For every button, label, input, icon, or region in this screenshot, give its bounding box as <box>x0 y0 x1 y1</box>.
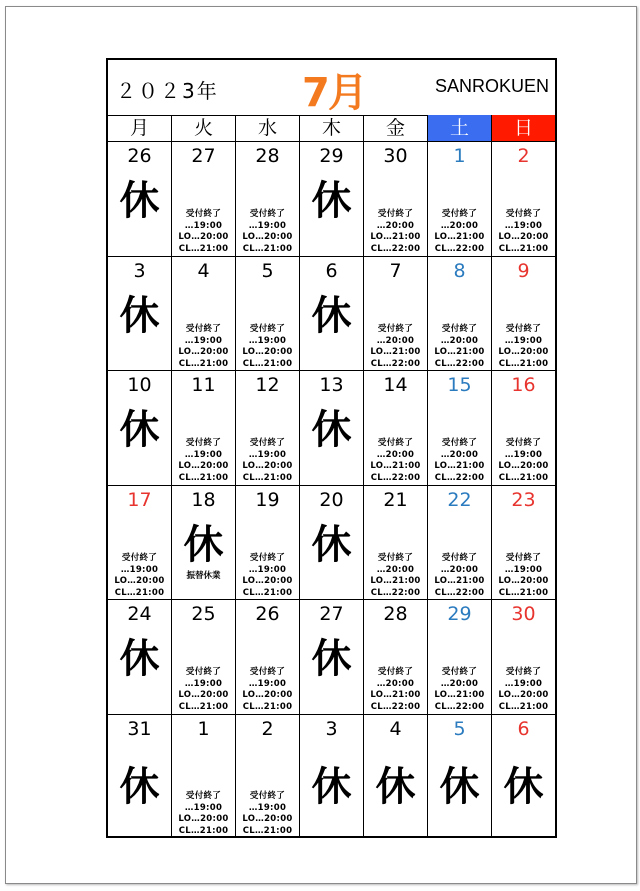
business-hours <box>364 209 427 255</box>
calendar-header <box>108 60 555 116</box>
day-cell <box>364 371 428 486</box>
day-number: 3 <box>325 718 338 740</box>
day-cell <box>364 715 428 836</box>
day-number: 26 <box>127 145 152 167</box>
business-hours <box>492 324 555 370</box>
day-number: 5 <box>261 260 274 282</box>
day-number: 23 <box>511 489 536 511</box>
hours-line: …19:00 <box>248 335 287 346</box>
hours-line: CL…21:00 <box>498 587 549 598</box>
day-cell <box>108 715 172 836</box>
hours-line: CL…21:00 <box>242 243 293 254</box>
hours-line: LO…20:00 <box>242 347 293 357</box>
business-hours <box>236 667 299 713</box>
weekday-header-row <box>108 115 555 142</box>
hours-line: 受付終了 <box>185 324 222 334</box>
business-hours <box>172 791 235 837</box>
hours-line: LO…21:00 <box>370 347 421 357</box>
day-number: 9 <box>517 260 530 282</box>
hours-line: LO…20:00 <box>498 576 549 586</box>
day-cell <box>172 142 236 257</box>
hours-line: CL…22:00 <box>370 587 421 598</box>
day-number: 17 <box>127 489 152 511</box>
business-hours <box>172 324 235 370</box>
hours-line: LO…21:00 <box>370 232 421 242</box>
hours-line: …19:00 <box>504 335 543 346</box>
hours-line: LO…21:00 <box>434 232 485 242</box>
day-number: 2 <box>517 145 530 167</box>
closed-mark: 休 <box>311 407 352 453</box>
hours-line: …19:00 <box>184 449 223 460</box>
hours-line: …19:00 <box>248 564 287 575</box>
day-cell <box>428 600 492 715</box>
day-number: 15 <box>447 374 472 396</box>
hours-line: 受付終了 <box>185 791 222 801</box>
business-hours <box>492 667 555 713</box>
hours-line: …19:00 <box>184 802 223 813</box>
day-cell <box>300 600 364 715</box>
business-hours <box>492 209 555 255</box>
calendar <box>106 58 557 838</box>
day-number: 12 <box>255 374 280 396</box>
hours-line: 受付終了 <box>377 324 414 334</box>
hours-line: 受付終了 <box>505 209 542 219</box>
day-cell <box>236 371 300 486</box>
day-number: 28 <box>383 603 408 625</box>
hours-line: CL…21:00 <box>242 587 293 598</box>
day-cell <box>108 371 172 486</box>
hours-line: …19:00 <box>120 564 159 575</box>
hours-line: …19:00 <box>504 564 543 575</box>
day-cell <box>364 600 428 715</box>
hours-line: 受付終了 <box>185 667 222 677</box>
day-number: 2 <box>261 718 274 740</box>
hours-line: LO…20:00 <box>242 576 293 586</box>
hours-line: CL…21:00 <box>498 243 549 254</box>
hours-line: 受付終了 <box>441 209 478 219</box>
hours-line: CL…21:00 <box>178 243 229 254</box>
year-label: ２０２3年 <box>116 79 219 103</box>
day-cell <box>364 257 428 371</box>
day-number: 6 <box>325 260 338 282</box>
hours-line: …19:00 <box>184 220 223 231</box>
business-hours <box>236 791 299 837</box>
closed-mark: 休 <box>119 178 160 224</box>
day-number: 27 <box>319 603 344 625</box>
hours-line: 受付終了 <box>185 209 222 219</box>
hours-line: LO…20:00 <box>178 690 229 700</box>
hours-line: 受付終了 <box>121 553 158 563</box>
closed-mark: 休 <box>311 636 352 682</box>
hours-line: …19:00 <box>184 678 223 689</box>
day-cell <box>108 600 172 715</box>
hours-line: LO…20:00 <box>498 347 549 357</box>
closed-mark: 休 <box>311 178 352 224</box>
hours-line: CL…21:00 <box>242 472 293 483</box>
hours-line: CL…22:00 <box>370 358 421 369</box>
hours-line: …20:00 <box>440 220 479 231</box>
day-cell <box>172 486 236 600</box>
hours-line: CL…21:00 <box>178 358 229 369</box>
day-number: 21 <box>383 489 408 511</box>
business-hours <box>492 553 555 599</box>
hours-line: …20:00 <box>376 220 415 231</box>
day-number: 19 <box>255 489 280 511</box>
hours-line: LO…21:00 <box>434 690 485 700</box>
hours-line: …20:00 <box>440 678 479 689</box>
hours-line: 受付終了 <box>249 791 286 801</box>
business-hours <box>428 667 491 713</box>
hours-line: 受付終了 <box>505 553 542 563</box>
day-cell <box>236 257 300 371</box>
hours-line: 受付終了 <box>377 438 414 448</box>
closed-mark: 休 <box>375 764 416 810</box>
hours-line: 受付終了 <box>185 438 222 448</box>
day-cell <box>236 715 300 836</box>
hours-line: CL…21:00 <box>178 472 229 483</box>
closed-mark: 休 <box>311 293 352 339</box>
day-cell <box>492 257 555 371</box>
business-hours <box>428 324 491 370</box>
day-cell <box>172 600 236 715</box>
hours-line: LO…21:00 <box>370 576 421 586</box>
hours-line: 受付終了 <box>249 324 286 334</box>
day-cell <box>108 142 172 257</box>
day-cell <box>236 486 300 600</box>
hours-line: LO…21:00 <box>434 347 485 357</box>
day-number: 20 <box>319 489 344 511</box>
day-cell <box>492 142 555 257</box>
hours-line: LO…20:00 <box>498 690 549 700</box>
hours-line: 受付終了 <box>249 553 286 563</box>
weekday-2: 火 <box>172 115 236 141</box>
day-cell <box>428 715 492 836</box>
day-cell <box>492 600 555 715</box>
hours-line: LO…21:00 <box>434 461 485 471</box>
weekday-1: 月 <box>108 115 172 141</box>
day-number: 3 <box>133 260 146 282</box>
day-number: 5 <box>453 718 466 740</box>
hours-line: LO…21:00 <box>370 690 421 700</box>
day-number: 29 <box>447 603 472 625</box>
hours-line: CL…21:00 <box>498 472 549 483</box>
hours-line: 受付終了 <box>441 438 478 448</box>
hours-line: LO…20:00 <box>242 814 293 824</box>
hours-line: LO…20:00 <box>498 232 549 242</box>
day-cell <box>172 257 236 371</box>
business-hours <box>428 553 491 599</box>
day-cell <box>172 715 236 836</box>
hours-line: LO…20:00 <box>242 690 293 700</box>
closed-mark: 休 <box>119 764 160 810</box>
hours-line: …20:00 <box>440 564 479 575</box>
hours-line: LO…20:00 <box>498 461 549 471</box>
hours-line: …19:00 <box>504 449 543 460</box>
weekday-4: 木 <box>300 115 364 141</box>
closed-mark: 休 <box>439 764 480 810</box>
day-number: 1 <box>453 145 466 167</box>
hours-line: …20:00 <box>376 335 415 346</box>
day-number: 13 <box>319 374 344 396</box>
hours-line: CL…21:00 <box>242 701 293 712</box>
day-number: 6 <box>517 718 530 740</box>
hours-line: LO…20:00 <box>242 232 293 242</box>
hours-line: …19:00 <box>504 678 543 689</box>
hours-line: …19:00 <box>248 449 287 460</box>
hours-line: CL…22:00 <box>434 358 485 369</box>
weekday-5: 金 <box>364 115 428 141</box>
business-hours <box>236 438 299 484</box>
page-sheet <box>5 6 637 884</box>
hours-line: LO…20:00 <box>178 232 229 242</box>
hours-line: LO…21:00 <box>434 576 485 586</box>
business-hours <box>236 553 299 599</box>
closed-mark: 休 <box>119 293 160 339</box>
hours-line: CL…21:00 <box>242 825 293 836</box>
business-hours <box>172 667 235 713</box>
closed-mark: 休 <box>311 764 352 810</box>
closed-mark: 休 <box>183 522 224 568</box>
hours-line: 受付終了 <box>249 438 286 448</box>
day-cell <box>236 142 300 257</box>
hours-line: …20:00 <box>440 335 479 346</box>
hours-line: CL…22:00 <box>434 587 485 598</box>
hours-line: CL…22:00 <box>370 243 421 254</box>
hours-line: …19:00 <box>248 802 287 813</box>
hours-line: 受付終了 <box>249 667 286 677</box>
hours-line: …20:00 <box>376 678 415 689</box>
day-cell <box>108 486 172 600</box>
business-hours <box>492 438 555 484</box>
hours-line: CL…22:00 <box>434 701 485 712</box>
day-number: 11 <box>191 374 216 396</box>
closed-mark: 休 <box>503 764 544 810</box>
day-number: 4 <box>389 718 402 740</box>
weekday-7: 日 <box>492 115 555 141</box>
hours-line: 受付終了 <box>441 553 478 563</box>
hours-line: LO…20:00 <box>242 461 293 471</box>
closed-mark: 休 <box>119 407 160 453</box>
day-cell <box>492 486 555 600</box>
business-hours <box>364 667 427 713</box>
day-number: 1 <box>197 718 210 740</box>
hours-line: …20:00 <box>376 564 415 575</box>
day-number: 16 <box>511 374 536 396</box>
business-hours <box>364 553 427 599</box>
hours-line: 受付終了 <box>377 553 414 563</box>
hours-line: 受付終了 <box>505 438 542 448</box>
hours-line: LO…20:00 <box>178 814 229 824</box>
hours-line: CL…21:00 <box>178 701 229 712</box>
day-number: 25 <box>191 603 216 625</box>
day-cell <box>428 142 492 257</box>
hours-line: CL…21:00 <box>114 587 165 598</box>
hours-line: CL…22:00 <box>434 472 485 483</box>
day-cell <box>492 371 555 486</box>
business-hours <box>236 209 299 255</box>
business-hours <box>428 209 491 255</box>
hours-line: LO…20:00 <box>178 347 229 357</box>
day-number: 4 <box>197 260 210 282</box>
hours-line: LO…20:00 <box>178 461 229 471</box>
day-cell <box>364 486 428 600</box>
hours-line: CL…21:00 <box>498 358 549 369</box>
hours-line: 受付終了 <box>377 667 414 677</box>
closed-mark: 休 <box>311 522 352 568</box>
day-cell <box>428 257 492 371</box>
day-cell <box>300 257 364 371</box>
day-cell <box>428 486 492 600</box>
business-hours <box>108 553 171 599</box>
month-label: 7月 <box>302 70 366 116</box>
day-number: 22 <box>447 489 472 511</box>
day-number: 7 <box>389 260 402 282</box>
hours-line: 受付終了 <box>377 209 414 219</box>
weekday-6: 土 <box>428 115 492 141</box>
day-cell <box>492 715 555 836</box>
hours-line: …19:00 <box>184 335 223 346</box>
day-number: 28 <box>255 145 280 167</box>
day-cell <box>108 257 172 371</box>
hours-line: CL…22:00 <box>434 243 485 254</box>
hours-line: …19:00 <box>248 220 287 231</box>
day-number: 10 <box>127 374 152 396</box>
business-hours <box>172 438 235 484</box>
day-number: 24 <box>127 603 152 625</box>
business-hours <box>236 324 299 370</box>
hours-line: CL…21:00 <box>242 358 293 369</box>
closed-mark: 休 <box>119 636 160 682</box>
business-hours <box>364 438 427 484</box>
hours-line: 受付終了 <box>505 324 542 334</box>
day-cell <box>300 142 364 257</box>
day-number: 26 <box>255 603 280 625</box>
hours-line: 受付終了 <box>505 667 542 677</box>
day-number: 27 <box>191 145 216 167</box>
business-hours <box>428 438 491 484</box>
day-number: 31 <box>127 718 152 740</box>
hours-line: CL…22:00 <box>370 701 421 712</box>
day-number: 14 <box>383 374 408 396</box>
business-hours <box>364 324 427 370</box>
hours-line: 受付終了 <box>441 324 478 334</box>
hours-line: CL…22:00 <box>370 472 421 483</box>
day-number: 30 <box>511 603 536 625</box>
weekday-3: 水 <box>236 115 300 141</box>
brand-label: SANROKUEN <box>434 76 549 96</box>
day-cell <box>300 486 364 600</box>
hours-line: LO…21:00 <box>370 461 421 471</box>
hours-line: CL…21:00 <box>498 701 549 712</box>
day-cell <box>364 142 428 257</box>
day-number: 30 <box>383 145 408 167</box>
day-cell <box>300 371 364 486</box>
hours-line: …19:00 <box>248 678 287 689</box>
hours-line: 受付終了 <box>441 667 478 677</box>
day-cell <box>428 371 492 486</box>
day-cell <box>236 600 300 715</box>
hours-line: CL…21:00 <box>178 825 229 836</box>
hours-line: LO…20:00 <box>114 576 165 586</box>
hours-line: …19:00 <box>504 220 543 231</box>
substitute-holiday-note: 振替休業 <box>186 571 221 581</box>
day-number: 18 <box>191 489 216 511</box>
hours-line: 受付終了 <box>249 209 286 219</box>
day-number: 29 <box>319 145 344 167</box>
hours-line: …20:00 <box>440 449 479 460</box>
day-cell <box>172 371 236 486</box>
day-number: 8 <box>453 260 466 282</box>
business-hours <box>172 209 235 255</box>
hours-line: …20:00 <box>376 449 415 460</box>
day-cell <box>300 715 364 836</box>
